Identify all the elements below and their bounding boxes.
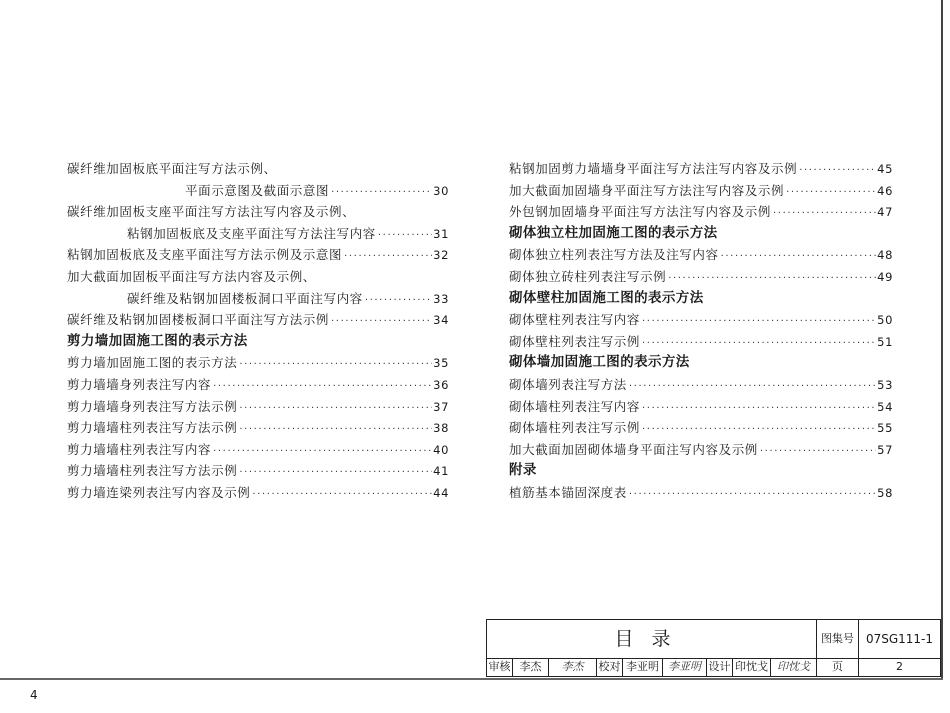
toc-section-heading <box>509 223 893 245</box>
toc-entry <box>67 288 449 310</box>
toc-entry <box>509 266 893 288</box>
toc-section-heading <box>509 460 893 482</box>
toc-entry-title: 剪力墙墙柱列表注写方法示例 <box>67 463 238 479</box>
toc-entry <box>67 158 449 180</box>
toc-leader-dots <box>239 462 432 484</box>
toc-entry-title: 粘钢加固板底及支座平面注写方法注写内容 <box>127 225 376 241</box>
drawing-title: 目录 <box>487 620 817 658</box>
toc-page-number: 37 <box>433 399 449 414</box>
toc-entry-title: 平面示意图及截面示意图 <box>185 182 330 198</box>
toc-leader-dots <box>239 398 432 420</box>
toc-entry <box>67 352 449 374</box>
toc-page-number: 34 <box>433 313 449 328</box>
review-label: 审核 <box>487 658 513 676</box>
toc-entry-title: 加大截面加固砌体墙身平面注写内容及示例 <box>509 441 758 457</box>
toc-entry-title: 粘钢加固板底及支座平面注写方法示例及示意图 <box>67 247 343 263</box>
toc-entry-title: 砌体墙列表注写方法 <box>509 376 627 392</box>
toc-page-number: 48 <box>877 248 893 263</box>
reviewer-name: 李杰 <box>513 658 549 676</box>
toc-leader-dots <box>786 182 876 204</box>
toc-entry <box>509 309 893 331</box>
checker-name: 李亚明 <box>623 658 663 676</box>
title-block-lower <box>487 658 940 676</box>
toc-entry-title: 外包钢加固墙身平面注写方法注写内容及示例 <box>509 204 772 220</box>
toc-leader-dots <box>721 246 877 268</box>
toc-leader-dots <box>642 419 876 441</box>
toc-left-column <box>67 158 449 504</box>
toc-entry <box>67 396 449 418</box>
toc-leader-dots <box>252 484 432 506</box>
toc-leader-dots <box>773 203 876 225</box>
toc-entry-title: 砌体壁柱列表注写示例 <box>509 333 641 349</box>
toc-leader-dots <box>239 419 432 441</box>
toc-page-number: 54 <box>877 399 893 414</box>
toc-page-number: 31 <box>433 226 449 241</box>
toc-entry-title: 剪力墙连梁列表注写内容及示例 <box>67 484 251 500</box>
toc-entry-title: 剪力墙墙身列表注写内容 <box>67 376 212 392</box>
toc-leader-dots <box>365 290 432 312</box>
toc-entry <box>509 439 893 461</box>
toc-leader-dots <box>629 376 876 398</box>
sheet-page-number: 2 <box>896 660 903 673</box>
toc-entry <box>67 201 449 223</box>
toc-page-number: 41 <box>433 464 449 479</box>
toc-page-number: 55 <box>877 421 893 436</box>
toc-leader-dots <box>239 354 432 376</box>
toc-section-heading <box>67 331 449 353</box>
toc-leader-dots <box>799 160 876 182</box>
toc-entry <box>509 180 893 202</box>
toc-page-number: 46 <box>877 183 893 198</box>
toc-entry <box>509 158 893 180</box>
toc-entry <box>67 180 449 202</box>
toc-entry <box>509 201 893 223</box>
toc-entry <box>67 439 449 461</box>
frame-right-border <box>941 0 943 680</box>
reviewer-signature: 李杰 <box>549 658 597 676</box>
toc-leader-dots <box>760 441 876 463</box>
toc-entry <box>509 331 893 353</box>
toc-entry <box>509 244 893 266</box>
toc-entry-title: 加大截面加固墙身平面注写方法注写内容及示例 <box>509 182 785 198</box>
toc-entry-title: 砌体壁柱加固施工图的表示方法 <box>509 289 704 306</box>
designer-signature: 印忱戈 <box>771 658 817 676</box>
toc-page-number: 32 <box>433 248 449 263</box>
toc-right-column <box>509 158 893 504</box>
toc-page-number: 30 <box>433 183 449 198</box>
toc-leader-dots <box>344 246 432 268</box>
toc-entry <box>67 309 449 331</box>
toc-entry-title: 砌体墙加固施工图的表示方法 <box>509 354 690 371</box>
toc-entry <box>67 460 449 482</box>
toc-entry <box>67 223 449 245</box>
toc-entry <box>509 482 893 504</box>
designer-name: 印忱戈 <box>733 658 771 676</box>
page-label: 页 <box>817 658 859 676</box>
toc-entry-title: 砌体墙柱列表注写内容 <box>509 398 641 414</box>
toc-page-number: 38 <box>433 421 449 436</box>
toc-entry-title: 植筋基本锚固深度表 <box>509 484 627 500</box>
toc-entry-title: 碳纤维及粘钢加固楼板洞口平面注写方法示例 <box>67 312 330 328</box>
toc-page-number: 51 <box>877 334 893 349</box>
toc-leader-dots <box>642 398 876 420</box>
toc-entry <box>67 266 449 288</box>
title-block <box>486 619 941 677</box>
toc-entry <box>67 482 449 504</box>
title-block-upper <box>487 620 940 659</box>
toc-page-number: 35 <box>433 356 449 371</box>
design-label: 设计 <box>707 658 733 676</box>
toc-section-heading <box>509 352 893 374</box>
checker-signature: 李亚明 <box>663 658 707 676</box>
toc-page-number: 36 <box>433 377 449 392</box>
toc-entry-title: 附录 <box>509 462 537 479</box>
toc-page-number: 49 <box>877 269 893 284</box>
check-label: 校对 <box>597 658 623 676</box>
toc-entry <box>509 396 893 418</box>
toc-entry <box>509 417 893 439</box>
toc-page-number: 40 <box>433 442 449 457</box>
toc-entry <box>67 417 449 439</box>
toc-entry <box>67 374 449 396</box>
toc-leader-dots <box>642 333 876 355</box>
toc-section-heading <box>509 288 893 310</box>
toc-entry <box>509 374 893 396</box>
atlas-number: 07SG111-1 <box>865 632 934 646</box>
toc-entry-title: 剪力墙墙身列表注写方法示例 <box>67 398 238 414</box>
toc-entry-title: 剪力墙墙柱列表注写方法示例 <box>67 420 238 436</box>
toc-leader-dots <box>331 182 432 204</box>
toc-leader-dots <box>213 441 432 463</box>
toc-entry-title: 砌体独立柱列表注写方法及注写内容 <box>509 247 719 263</box>
toc-page-number: 33 <box>433 291 449 306</box>
toc-leader-dots <box>213 376 432 398</box>
frame-bottom-border <box>0 678 943 680</box>
toc-entry-title: 砌体壁柱列表注写内容 <box>509 312 641 328</box>
toc-entry-title: 剪力墙墙柱列表注写内容 <box>67 441 212 457</box>
page-footer-number: 4 <box>30 688 38 702</box>
toc-entry-title: 碳纤维加固板底平面注写方法示例、 <box>67 161 277 176</box>
toc-leader-dots <box>331 311 432 333</box>
toc-entry <box>67 244 449 266</box>
toc-leader-dots <box>668 268 876 290</box>
toc-page-number: 47 <box>877 205 893 220</box>
toc-entry-title: 剪力墙加固施工图的表示方法 <box>67 355 238 371</box>
toc-entry-title: 碳纤维及粘钢加固楼板洞口平面注写内容 <box>127 290 363 306</box>
toc-entry-title: 加大截面加固板平面注写方法内容及示例、 <box>67 268 316 284</box>
toc-entry-title: 粘钢加固剪力墙墙身平面注写方法注写内容及示例 <box>509 161 798 176</box>
toc-page-number: 45 <box>877 162 893 176</box>
toc-entry-title: 剪力墙加固施工图的表示方法 <box>67 332 248 349</box>
toc-leader-dots <box>629 484 876 506</box>
toc-page-number: 50 <box>877 313 893 328</box>
toc-entry-title: 砌体独立砖柱列表注写示例 <box>509 268 667 284</box>
toc-entry-title: 砌体墙柱列表注写示例 <box>509 420 641 436</box>
atlas-number-label: 图集号 <box>817 620 859 658</box>
toc-page-number: 58 <box>877 485 893 500</box>
toc-leader-dots <box>642 311 876 333</box>
toc-entry-title: 砌体独立柱加固施工图的表示方法 <box>509 224 718 241</box>
toc-leader-dots <box>378 225 432 247</box>
toc-page-number: 53 <box>877 377 893 392</box>
toc-page-number: 44 <box>433 485 449 500</box>
toc-page-number: 57 <box>877 442 893 457</box>
toc-entry-title: 碳纤维加固板支座平面注写方法注写内容及示例、 <box>67 204 356 220</box>
